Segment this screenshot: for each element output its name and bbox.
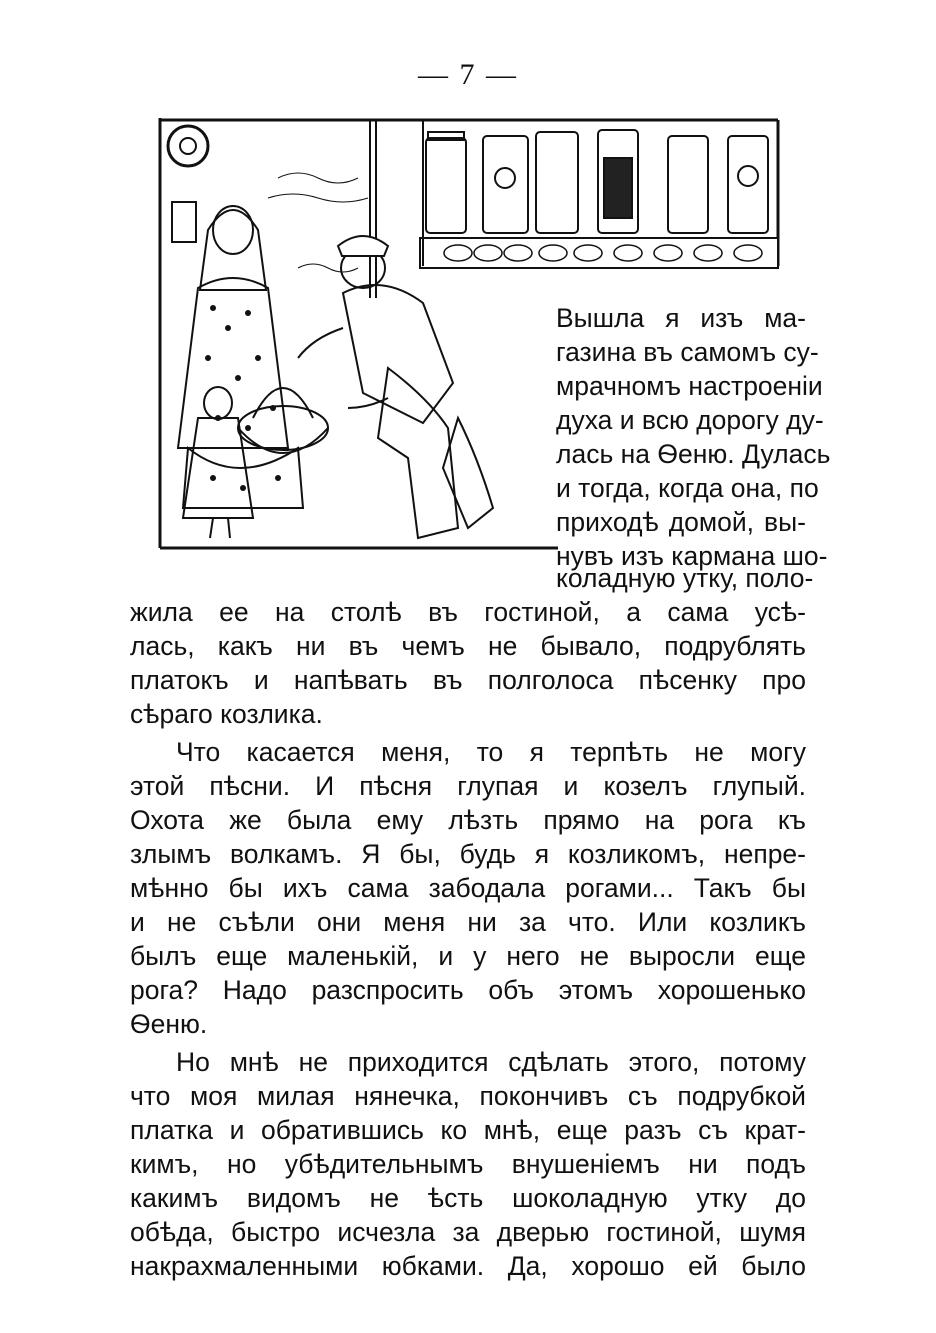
text-line: платка и обратившись ко мнѣ, еще разъ съ крат- — [130, 1115, 806, 1145]
text-line: приходѣ домой, вы- — [556, 507, 806, 537]
text-line: что моя милая нянечка, покончивъ съ подрубкой — [130, 1081, 806, 1111]
text-line: духа и всю дорогу ду- — [556, 405, 824, 435]
text-line: сѣраго козлика. — [130, 699, 323, 729]
text-line: обѣда, быстро исчезла за дверью гостиной, шумя — [130, 1217, 806, 1247]
text-line: лась, какъ ни въ чемъ не бывало, подрублять — [130, 631, 806, 661]
text-line: платокъ и напѣвать въ полголоса пѣсенку про — [130, 665, 806, 695]
text-line: этой пѣсни. И пѣсня глупая и козелъ глупый. — [130, 771, 806, 801]
text-line: мрачномъ настроеніи — [556, 371, 823, 401]
text-line: жила ее на столѣ въ гостиной, а сама усѣ- — [130, 597, 806, 627]
text-line: какимъ видомъ не ѣсть шоколадную утку до — [130, 1183, 806, 1213]
text-line: лась на Ѳеню. Дулась — [556, 439, 831, 469]
text-line: и тогда, когда она, по — [556, 473, 819, 503]
text-line: мѣнно бы ихъ сама забодала рогами... Такъ бы — [130, 873, 806, 903]
text-line: кимъ, но убѣдительнымъ внушеніемъ ни подъ — [130, 1149, 806, 1179]
text-line: рога? Надо разспросить объ этомъ хорошенько — [130, 975, 806, 1005]
text-line: Но мнѣ не приходится сдѣлать этого, потому — [176, 1047, 806, 1077]
text-line: нувъ изъ кармана шо- — [556, 541, 828, 571]
text-line: газина въ самомъ су- — [556, 337, 819, 367]
text-line: накрахмаленными юбками. Да, хорошо ей было — [130, 1251, 806, 1281]
text-line: коладную утку, поло- — [556, 563, 814, 593]
text-line: Вышла я изъ ма- — [556, 303, 806, 333]
text-line: Охота же была ему лѣзть прямо на рога къ — [130, 805, 806, 835]
text-line: Что касается меня, то я терпѣть не могу — [176, 737, 806, 767]
text-line: и не съѣли они меня ни за что. Или козликъ — [130, 907, 806, 937]
page-number: — 7 — — [418, 58, 518, 91]
text-line: былъ еще маленькій, и у него не выросли еще — [130, 941, 806, 971]
text-line: Ѳеню. — [130, 1009, 208, 1039]
text-line: злымъ волкамъ. Я бы, будь я козликомъ, непре- — [130, 839, 806, 869]
